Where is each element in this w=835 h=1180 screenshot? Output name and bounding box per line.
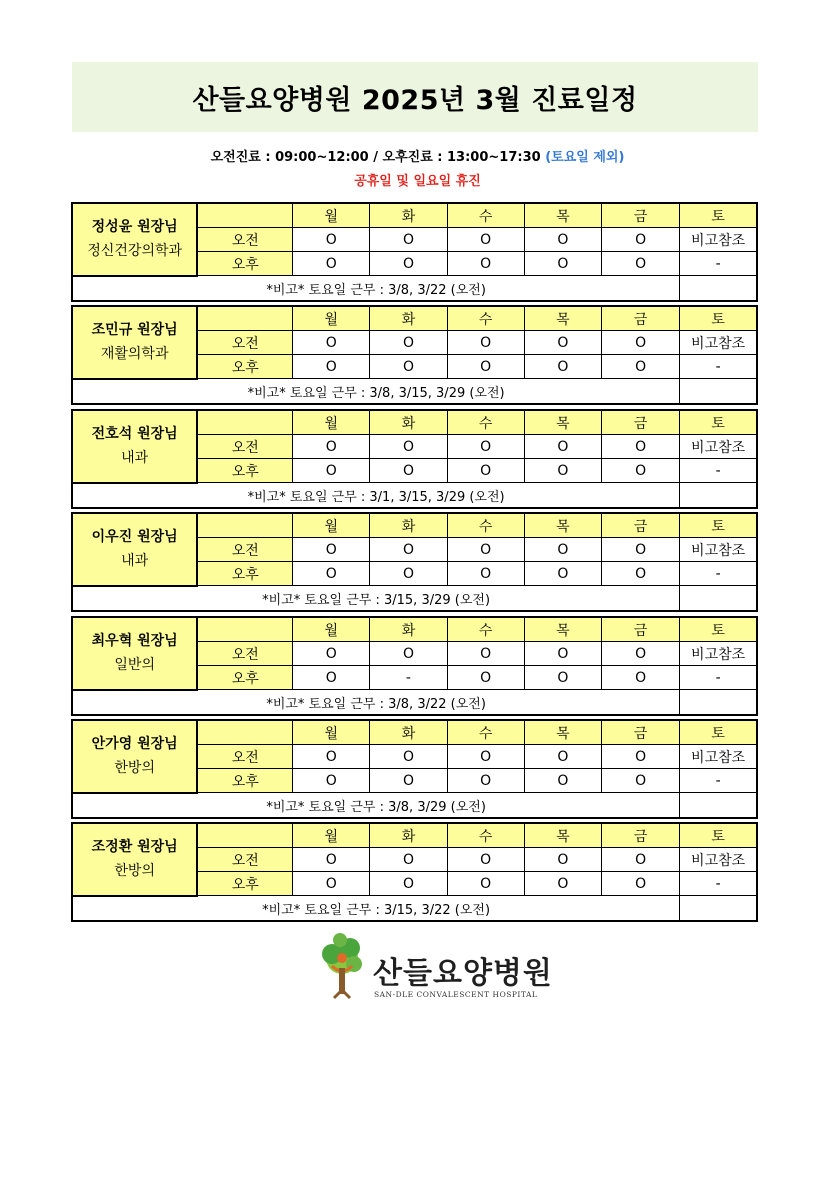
- day-header-row: [72, 410, 757, 435]
- day-header-cell: 화: [370, 203, 447, 228]
- schedule-cell: O: [293, 642, 370, 666]
- schedule-cell: O: [293, 848, 370, 872]
- schedule-cell: O: [524, 331, 601, 355]
- schedule-cell: O: [602, 848, 680, 872]
- day-header-cell: 수: [447, 306, 524, 331]
- schedule-cell: O: [602, 435, 680, 459]
- schedule-cell: O: [370, 538, 447, 562]
- day-header-cell: 토: [680, 513, 757, 538]
- doctor-name: 정성윤 원장님: [91, 219, 178, 236]
- day-header-cell: 목: [524, 823, 601, 848]
- am-slot-label: 오전: [197, 848, 292, 872]
- schedule-cell: O: [524, 355, 601, 379]
- doctor-department: 내과: [121, 553, 149, 570]
- day-header-row: [72, 306, 757, 331]
- day-header-cell: 수: [447, 720, 524, 745]
- memo-row: [72, 690, 757, 715]
- day-header-cell: 화: [370, 823, 447, 848]
- schedule-cell: O: [370, 769, 447, 793]
- schedule-cell: 비고참조: [680, 331, 757, 355]
- saturday-memo: *비고* 토요일 근무 : 3/8, 3/15, 3/29 (오전): [72, 379, 680, 404]
- doctor-schedule-table: [71, 512, 758, 612]
- schedule-cell: O: [293, 435, 370, 459]
- title-banner: [72, 62, 758, 132]
- logo-subtitle: SAN-DLE CONVALESCENT HOSPITAL: [374, 990, 538, 999]
- doctor-info-cell: [72, 410, 197, 483]
- doctor-schedule-table: [71, 202, 758, 302]
- memo-row: [72, 586, 757, 611]
- schedule-cell: O: [524, 435, 601, 459]
- day-header-cell: 화: [370, 720, 447, 745]
- schedule-cell: 비고참조: [680, 848, 757, 872]
- schedule-cell: -: [680, 769, 757, 793]
- schedule-cell: O: [370, 872, 447, 896]
- schedule-cell: 비고참조: [680, 745, 757, 769]
- schedule-cell: O: [447, 666, 524, 690]
- schedule-cell: O: [602, 228, 680, 252]
- schedule-cell: O: [447, 848, 524, 872]
- header-blank-cell: [197, 617, 292, 642]
- day-header-cell: 금: [602, 617, 680, 642]
- day-header-cell: 목: [524, 203, 601, 228]
- schedule-cell: 비고참조: [680, 538, 757, 562]
- header-blank-cell: [197, 720, 292, 745]
- schedule-cell: O: [447, 642, 524, 666]
- schedule-cell: O: [447, 745, 524, 769]
- doctor-name: 조정환 원장님: [91, 839, 178, 856]
- day-header-cell: 목: [524, 617, 601, 642]
- header-blank-cell: [197, 203, 292, 228]
- pm-slot-label: 오후: [197, 666, 292, 690]
- doctor-name: 최우혁 원장님: [91, 633, 178, 650]
- memo-row: [72, 793, 757, 818]
- schedule-cell: -: [370, 666, 447, 690]
- doctor-name: 이우진 원장님: [91, 529, 178, 546]
- doctor-department: 내과: [121, 450, 149, 467]
- day-header-cell: 월: [293, 306, 370, 331]
- day-header-cell: 월: [293, 203, 370, 228]
- day-header-row: [72, 203, 757, 228]
- pm-slot-label: 오후: [197, 252, 292, 276]
- schedule-cell: O: [602, 666, 680, 690]
- schedule-cell: O: [524, 538, 601, 562]
- header-blank-cell: [197, 410, 292, 435]
- pm-slot-label: 오후: [197, 355, 292, 379]
- schedule-cell: O: [524, 228, 601, 252]
- day-header-cell: 목: [524, 513, 601, 538]
- schedule-cell: O: [370, 355, 447, 379]
- pm-slot-label: 오후: [197, 872, 292, 896]
- day-header-cell: 수: [447, 513, 524, 538]
- clinic-hours: [0, 146, 835, 165]
- schedule-cell: O: [370, 459, 447, 483]
- schedule-cell: O: [524, 459, 601, 483]
- schedule-cell: O: [602, 252, 680, 276]
- schedule-cell: -: [680, 355, 757, 379]
- header-blank-cell: [197, 306, 292, 331]
- am-slot-label: 오전: [197, 745, 292, 769]
- doctor-info-cell: [72, 720, 197, 793]
- saturday-exception-note: (토요일 제외): [545, 150, 625, 165]
- schedule-cell: O: [447, 538, 524, 562]
- doctor-name: 조민규 원장님: [91, 322, 178, 339]
- day-header-row: [72, 617, 757, 642]
- schedule-cell: O: [370, 642, 447, 666]
- doctor-schedule-table: [71, 616, 758, 716]
- clinic-hours-text: 오전진료 : 09:00~12:00 / 오후진료 : 13:00~17:30: [210, 150, 541, 165]
- schedule-cell: O: [602, 355, 680, 379]
- day-header-cell: 수: [447, 617, 524, 642]
- schedule-cell: O: [447, 459, 524, 483]
- am-slot-label: 오전: [197, 331, 292, 355]
- day-header-cell: 월: [293, 823, 370, 848]
- schedule-cell: O: [524, 642, 601, 666]
- day-header-cell: 화: [370, 513, 447, 538]
- schedule-cell: O: [293, 252, 370, 276]
- day-header-cell: 화: [370, 306, 447, 331]
- day-header-cell: 수: [447, 203, 524, 228]
- day-header-cell: 토: [680, 203, 757, 228]
- saturday-memo: *비고* 토요일 근무 : 3/1, 3/15, 3/29 (오전): [72, 483, 680, 508]
- doctor-info-cell: [72, 306, 197, 379]
- tree-icon: [322, 933, 362, 998]
- doctor-schedule-table: [71, 822, 758, 922]
- schedule-cell: O: [370, 435, 447, 459]
- schedule-cell: -: [680, 252, 757, 276]
- am-slot-label: 오전: [197, 435, 292, 459]
- pm-slot-label: 오후: [197, 769, 292, 793]
- doctor-schedule-table: [71, 409, 758, 509]
- day-header-cell: 수: [447, 823, 524, 848]
- schedule-cell: O: [293, 228, 370, 252]
- schedule-cell: O: [602, 331, 680, 355]
- schedule-cell: O: [447, 769, 524, 793]
- doctor-department: 한방의: [114, 760, 155, 777]
- schedule-cell: O: [524, 562, 601, 586]
- day-header-cell: 금: [602, 823, 680, 848]
- day-header-cell: 월: [293, 513, 370, 538]
- day-header-cell: 월: [293, 617, 370, 642]
- memo-row: [72, 276, 757, 301]
- schedule-cell: O: [293, 562, 370, 586]
- day-header-cell: 금: [602, 203, 680, 228]
- schedule-cell: O: [293, 666, 370, 690]
- day-header-cell: 수: [447, 410, 524, 435]
- day-header-cell: 화: [370, 410, 447, 435]
- schedule-cell: O: [293, 331, 370, 355]
- pm-slot-label: 오후: [197, 459, 292, 483]
- pm-slot-label: 오후: [197, 562, 292, 586]
- day-header-cell: 토: [680, 306, 757, 331]
- doctor-info-cell: [72, 617, 197, 690]
- day-header-cell: 금: [602, 720, 680, 745]
- schedule-cell: O: [293, 538, 370, 562]
- schedule-cell: -: [680, 562, 757, 586]
- schedule-cell: O: [602, 459, 680, 483]
- am-slot-label: 오전: [197, 538, 292, 562]
- schedule-cell: -: [680, 872, 757, 896]
- schedule-cell: O: [293, 459, 370, 483]
- schedule-cell: O: [524, 666, 601, 690]
- schedule-cell: 비고참조: [680, 435, 757, 459]
- schedule-cell: O: [602, 769, 680, 793]
- day-header-cell: 목: [524, 720, 601, 745]
- doctor-info-cell: [72, 823, 197, 896]
- schedule-cell: O: [447, 228, 524, 252]
- doctor-department: 한방의: [114, 863, 155, 880]
- schedule-cell: O: [602, 872, 680, 896]
- doctor-department: 재활의학과: [100, 346, 169, 363]
- schedule-cell: 비고참조: [680, 642, 757, 666]
- day-header-cell: 토: [680, 410, 757, 435]
- schedule-cell: -: [680, 459, 757, 483]
- day-header-row: [72, 720, 757, 745]
- schedule-cell: O: [293, 355, 370, 379]
- day-header-cell: 토: [680, 617, 757, 642]
- schedule-cell: O: [447, 355, 524, 379]
- am-slot-label: 오전: [197, 228, 292, 252]
- schedule-cell: O: [447, 872, 524, 896]
- schedule-cell: O: [602, 562, 680, 586]
- doctor-department: 일반의: [114, 657, 155, 674]
- closed-notice: 공휴일 및 일요일 휴진: [354, 174, 481, 189]
- day-header-cell: 화: [370, 617, 447, 642]
- am-slot-label: 오전: [197, 642, 292, 666]
- doctor-schedule-table: [71, 305, 758, 405]
- schedule-cell: O: [524, 872, 601, 896]
- schedule-cell: O: [602, 538, 680, 562]
- memo-row: [72, 483, 757, 508]
- day-header-cell: 월: [293, 720, 370, 745]
- schedule-cell: O: [370, 848, 447, 872]
- schedule-cell: O: [447, 435, 524, 459]
- saturday-memo: *비고* 토요일 근무 : 3/8, 3/22 (오전): [72, 690, 680, 715]
- schedule-cell: O: [370, 252, 447, 276]
- day-header-cell: 목: [524, 306, 601, 331]
- doctor-name: 안가영 원장님: [91, 736, 178, 753]
- schedule-cell: O: [293, 745, 370, 769]
- schedule-cell: O: [370, 745, 447, 769]
- schedule-cell: O: [524, 769, 601, 793]
- memo-row: [72, 379, 757, 404]
- schedule-cell: O: [602, 642, 680, 666]
- schedule-cell: O: [524, 252, 601, 276]
- schedule-cell: O: [447, 562, 524, 586]
- doctor-info-cell: [72, 513, 197, 586]
- header-blank-cell: [197, 823, 292, 848]
- schedule-cell: O: [602, 745, 680, 769]
- day-header-cell: 토: [680, 823, 757, 848]
- schedule-cell: O: [293, 872, 370, 896]
- schedule-cell: O: [370, 331, 447, 355]
- day-header-row: [72, 823, 757, 848]
- doctor-info-cell: [72, 203, 197, 276]
- schedule-cell: O: [447, 331, 524, 355]
- day-header-cell: 토: [680, 720, 757, 745]
- schedule-cell: O: [293, 769, 370, 793]
- logo-wordmark: 산들요양병원: [373, 956, 553, 991]
- memo-row: [72, 896, 757, 921]
- doctor-schedule-table: [71, 719, 758, 819]
- schedule-cell: O: [370, 228, 447, 252]
- day-header-row: [72, 513, 757, 538]
- day-header-cell: 금: [602, 306, 680, 331]
- schedule-cell: O: [447, 252, 524, 276]
- doctor-department: 정신건강의학과: [87, 243, 183, 260]
- schedule-cell: O: [524, 745, 601, 769]
- day-header-cell: 월: [293, 410, 370, 435]
- doctor-name: 전호석 원장님: [91, 426, 178, 443]
- saturday-memo: *비고* 토요일 근무 : 3/15, 3/22 (오전): [72, 896, 680, 921]
- day-header-cell: 금: [602, 513, 680, 538]
- day-header-cell: 목: [524, 410, 601, 435]
- header-blank-cell: [197, 513, 292, 538]
- saturday-memo: *비고* 토요일 근무 : 3/8, 3/29 (오전): [72, 793, 680, 818]
- saturday-memo: *비고* 토요일 근무 : 3/8, 3/22 (오전): [72, 276, 680, 301]
- schedule-cell: 비고참조: [680, 228, 757, 252]
- day-header-cell: 금: [602, 410, 680, 435]
- saturday-memo: *비고* 토요일 근무 : 3/15, 3/29 (오전): [72, 586, 680, 611]
- schedule-cell: O: [370, 562, 447, 586]
- page-title: 산들요양병원 2025년 3월 진료일정: [192, 84, 638, 116]
- schedule-cell: -: [680, 666, 757, 690]
- schedule-cell: O: [524, 848, 601, 872]
